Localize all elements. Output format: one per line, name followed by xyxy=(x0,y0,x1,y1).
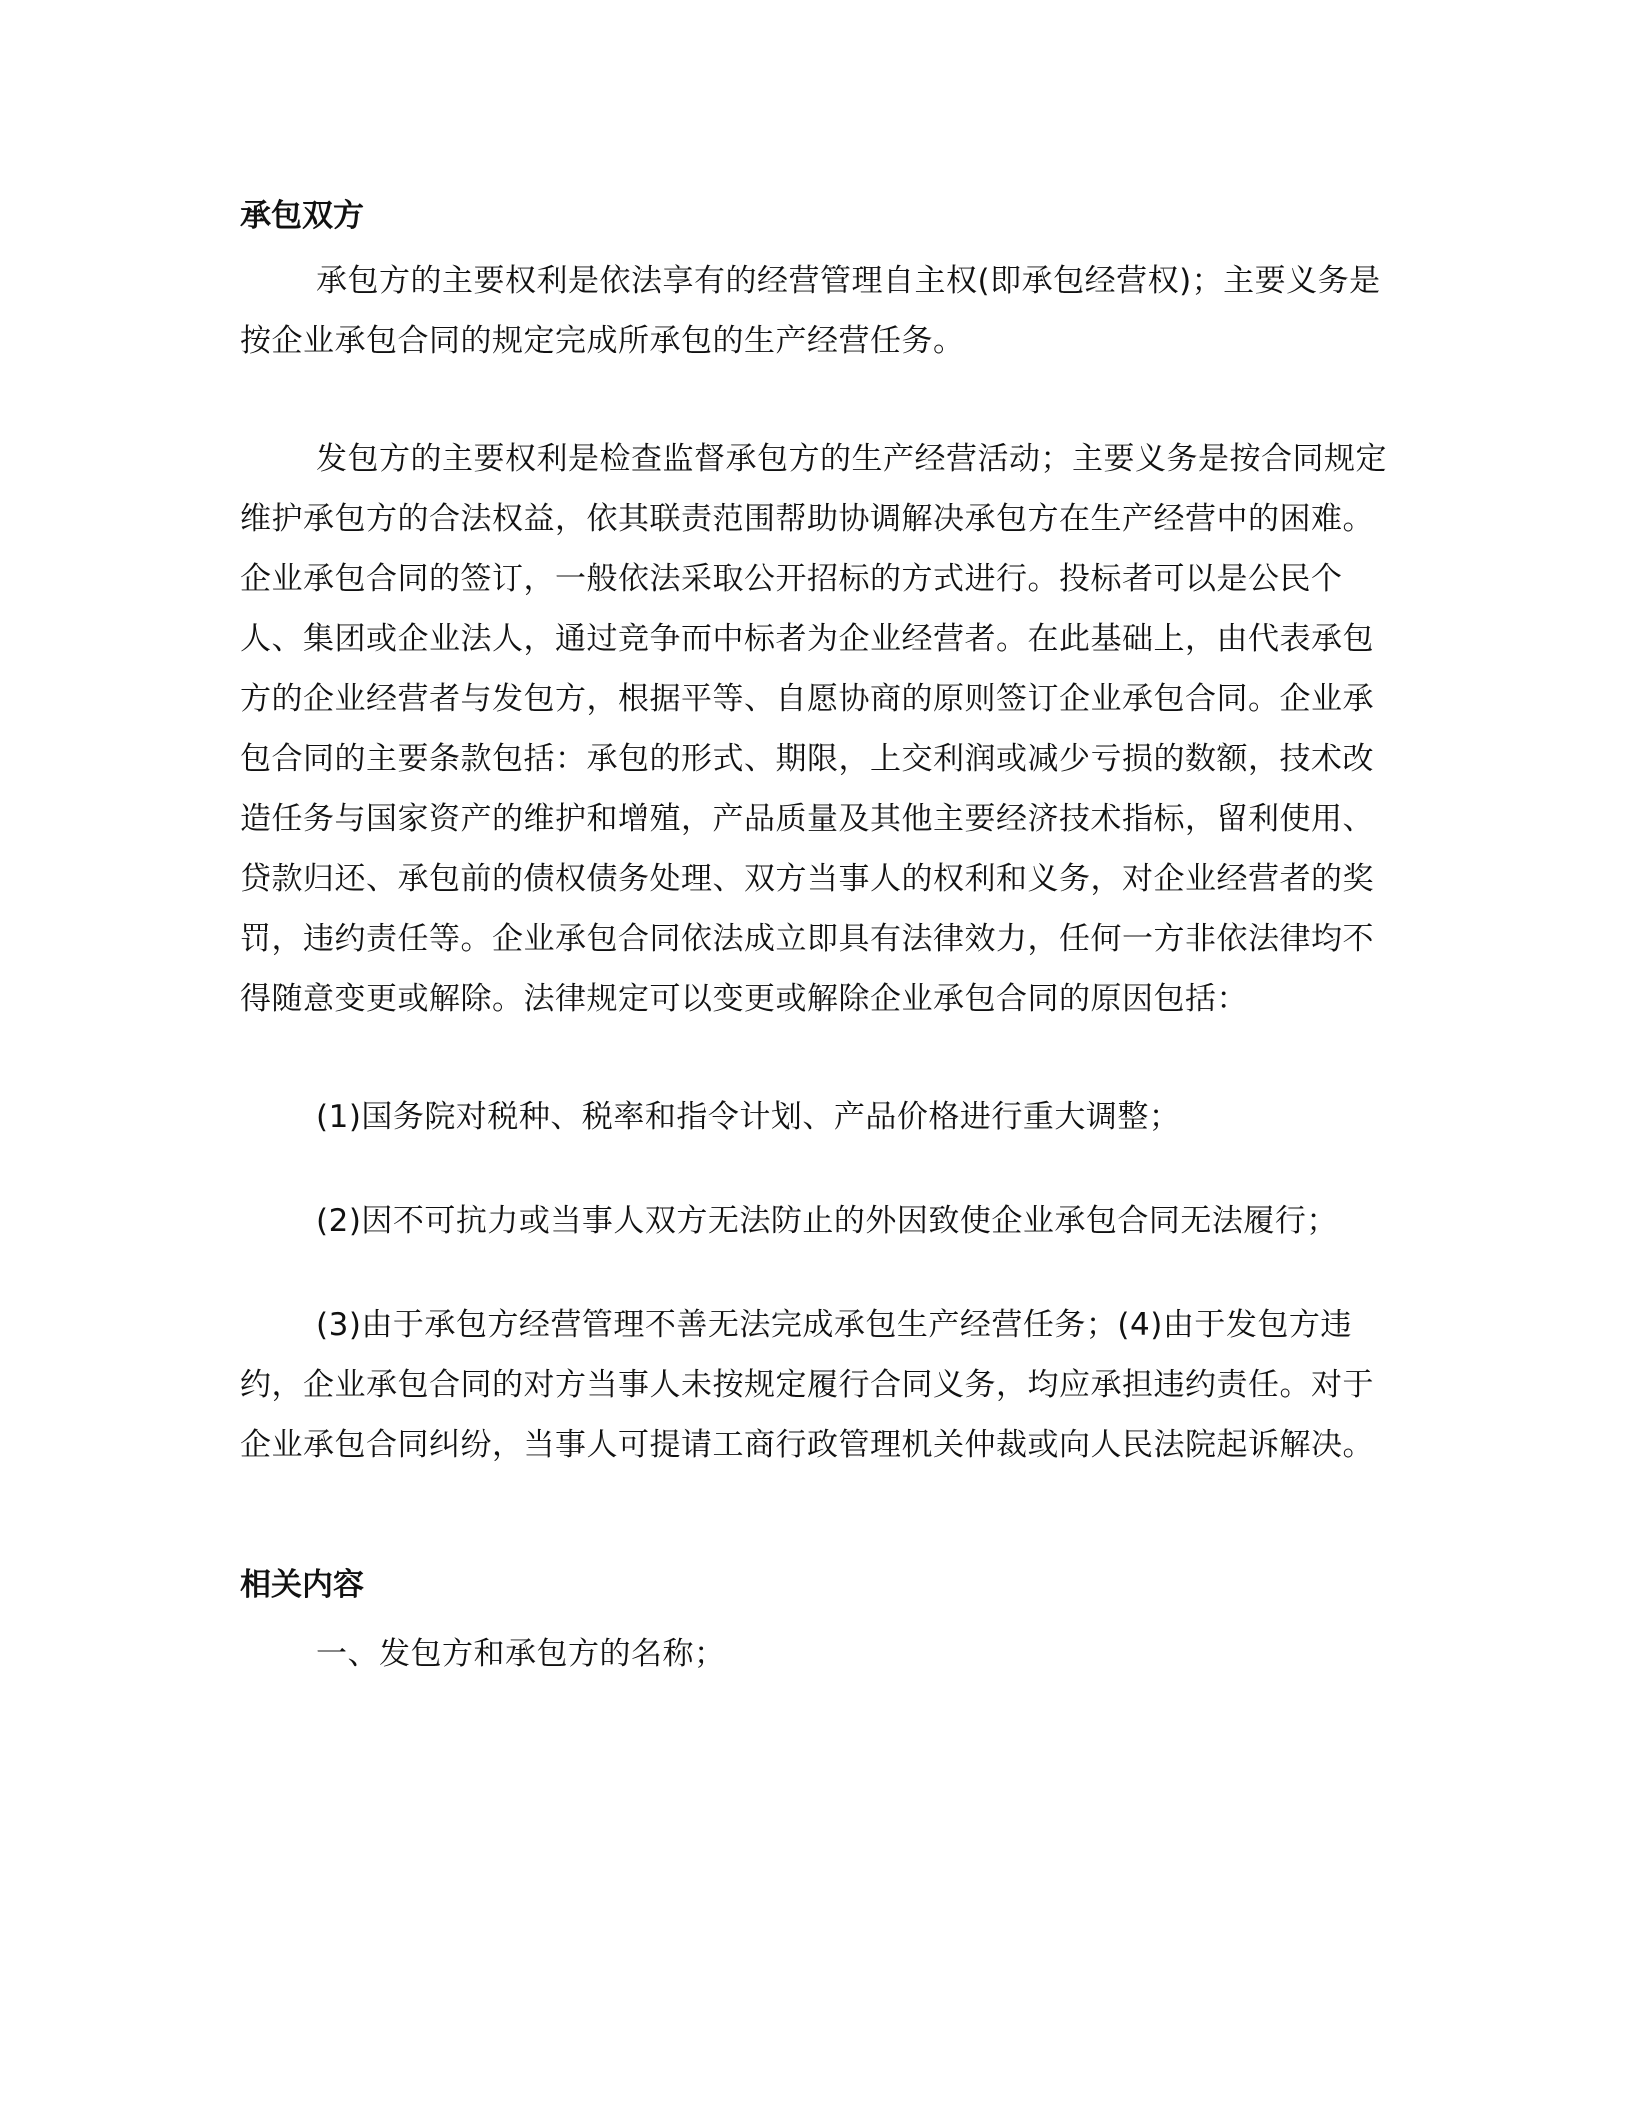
list-item-reason-3-4: (3)由于承包方经营管理不善无法完成承包生产经营任务；(4)由于发包方违约，企业承包合同的对方当事人未按规定履行合同义务，均应承担违约责任。对于企业承包合同纠纷，当事人可提请工商行政管理机关仲裁或向人民法院起诉解决。 xyxy=(240,1307,1374,1463)
document-page xyxy=(240,192,1390,1684)
list-item-related-1: 一、发包方和承包方的名称； xyxy=(316,1636,726,1672)
paragraph-contractor-rights: 承包方的主要权利是依法享有的经营管理自主权(即承包经营权)；主要义务是按企业承包合同的规定完成所承包的生产经营任务。 xyxy=(240,263,1381,359)
section-heading-related-content: 相关内容 xyxy=(240,1567,364,1603)
list-item-reason-2: (2)因不可抗力或当事人双方无法防止的外因致使企业承包合同无法履行； xyxy=(316,1203,1338,1239)
paragraph-employer-rights: 发包方的主要权利是检查监督承包方的生产经营活动；主要义务是按合同规定维护承包方的合法权益，依其联责范围帮助协调解决承包方在生产经营中的困难。企业承包合同的签订，一般依法采取公开招标的方式进行。投标者可以是公民个人、集团或企业法人，通过竞争而中标者为企业经营者。在此基础上，由代表承包方的企业经营者与发包方，根据平等、自愿协商的原则签订企业承包合同。企业承包合同的主要条款包括：承包的形式、期限，上交利润或减少亏损的数额，技术改造任务与国家资产的维护和增殖，产品质量及其他主要经济技术指标，留利使用、贷款归还、承包前的债权债务处理、双方当事人的权利和义务，对企业经营者的奖罚，违约责任等。企业承包合同依法成立即具有法律效力，任何一方非依法律均不得随意变更或解除。法律规定可以变更或解除企业承包合同的原因包括： xyxy=(240,441,1387,1017)
section-heading-contracting-parties: 承包双方 xyxy=(240,198,364,234)
list-item-reason-1: (1)国务院对税种、税率和指令计划、产品价格进行重大调整； xyxy=(316,1099,1181,1135)
